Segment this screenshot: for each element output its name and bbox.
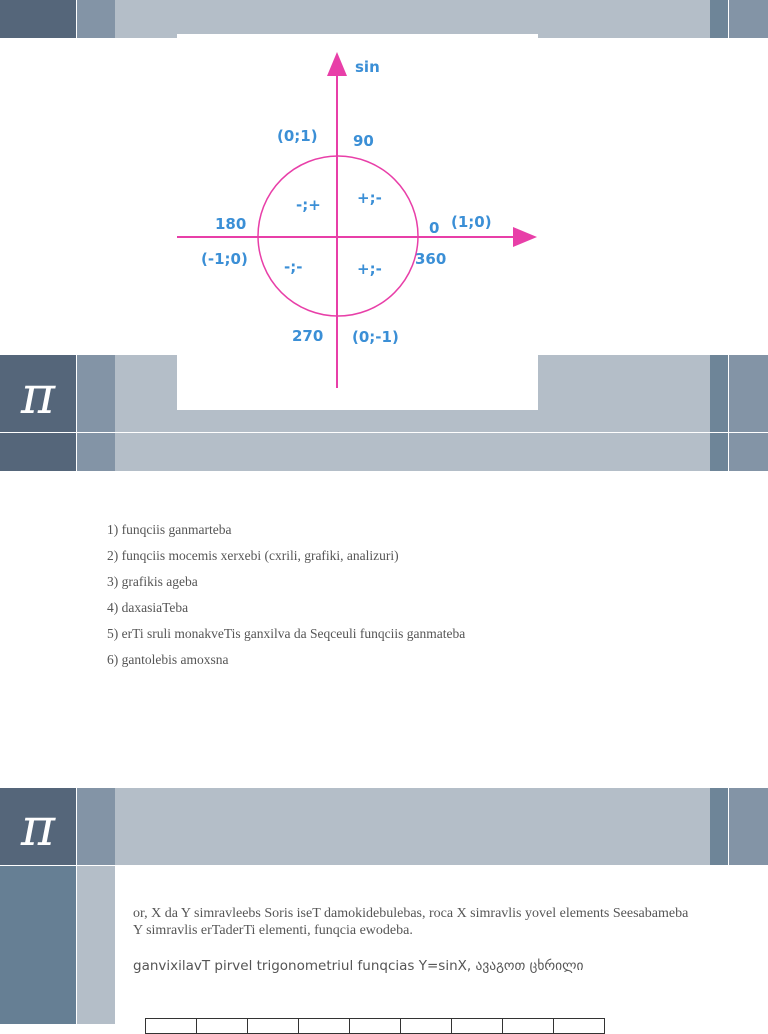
coord-neg1-0: (-1;0) (201, 250, 248, 268)
coord-0-neg1: (0;-1) (352, 328, 399, 346)
list-item: 4) daxasiaTeba (107, 600, 189, 615)
list-item: 2) funqciis mocemis xerxebi (cxrili, grafiki, analizuri) (107, 548, 399, 563)
band2-mid (77, 355, 115, 471)
quadrant-4-sign: +;- (357, 260, 382, 278)
sidebar-light (77, 866, 115, 1024)
pi-icon: π (20, 366, 56, 426)
unit-circle-figure (177, 34, 538, 410)
list-item: 3) grafikis ageba (107, 574, 198, 589)
angle-90: 90 (353, 132, 374, 150)
list-item: 6) gantolebis amoxsna (107, 652, 229, 667)
header-band-mid (77, 0, 115, 38)
band3-light (115, 788, 710, 865)
pi-icon: π (20, 798, 56, 858)
band2-divider (0, 432, 768, 433)
table-row (146, 1019, 605, 1034)
band2-right-a (710, 355, 728, 471)
quadrant-2-sign: -;+ (296, 196, 321, 214)
sin-intro: ganvixilavT pirvel trigonometriul funqcias Y=sinX, ავაგოთ ცხრილი (133, 958, 584, 974)
angle-270: 270 (292, 327, 324, 345)
header-band-light (115, 0, 710, 38)
quadrant-1-sign: +;- (357, 189, 382, 207)
header-band-right-a (710, 0, 728, 38)
coord-0-1: (0;1) (277, 127, 318, 145)
sin-axis-label: sin (355, 58, 380, 76)
angle-360: 360 (415, 250, 447, 268)
band3-right-a (710, 788, 728, 865)
quadrant-3-sign: -;- (284, 258, 303, 276)
header-band-dark (0, 0, 76, 38)
list-item: 1) funqciis ganmarteba (107, 522, 232, 537)
band3-mid (77, 788, 115, 865)
band3-divider (0, 865, 768, 866)
unit-circle-diagram (177, 34, 538, 410)
band3-right-b (729, 788, 768, 865)
topic-list (107, 520, 465, 676)
coord-1-0: (1;0) (451, 213, 492, 231)
list-item: 5) erTi sruli monakveTis ganxilva da Seqceuli funqciis ganmateba (107, 626, 466, 641)
angle-180: 180 (215, 215, 247, 233)
function-definition: or, X da Y simravleebs Soris iseT damokidebulebas, roca X simravlis yovel elements Seesabameba Y simravlis erTaderTi elementi, funqcia ewodeba. (133, 906, 689, 938)
sidebar-dark (0, 866, 76, 1024)
angle-0: 0 (429, 219, 440, 237)
header-band-right-b (729, 0, 768, 38)
values-table (145, 1018, 605, 1034)
band2-right-b (729, 355, 768, 471)
